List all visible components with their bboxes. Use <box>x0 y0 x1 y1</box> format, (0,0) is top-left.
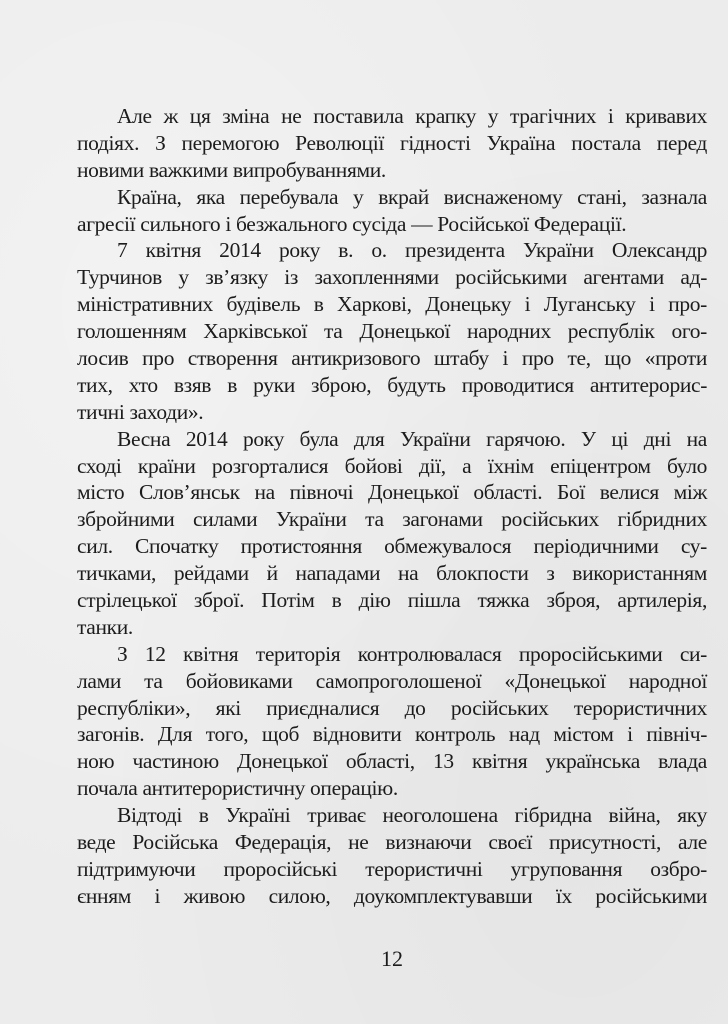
paragraph <box>77 103 707 184</box>
text-line: міністративних будівель в Харкові, Донецьку і Луганську і про- <box>77 292 707 317</box>
text-line: Відтоді в Україні триває неоголошена гібридна війна, яку <box>117 803 707 828</box>
text-line: Країна, яка перебувала у вкрай виснаженому стані, зазнала <box>117 184 707 209</box>
text-line: тих, хто взяв в руки зброю, будуть проводитися антитерорис- <box>77 372 707 397</box>
text-line: Турчинов у зв’язку із захопленнями російськими агентами ад- <box>77 265 707 290</box>
text-line: подіях. З перемогою Революції гідності Україна постала перед <box>77 130 707 155</box>
page-number: 12 <box>381 946 403 971</box>
text-line: тичні заходи». <box>77 399 204 424</box>
text-line: лами та бойовиками самопроголошеної «Донецької народної <box>77 668 707 693</box>
text-line: новими важкими випробуваннями. <box>77 157 386 182</box>
text-line: стрілецької зброї. Потім в дію пішла тяжка зброя, артилерія, <box>77 588 707 613</box>
text-line: голошенням Харківської та Донецької народних республік ого- <box>77 319 707 344</box>
text-line: підтримуючи проросійські терористичні угруповання озбро- <box>77 856 707 881</box>
text-line: сході країни розгорталися бойові дії, а їхнім епіцентром було <box>77 453 707 478</box>
paragraph <box>77 184 707 238</box>
text-line: сил. Спочатку протистояння обмежувалося періодичними су- <box>77 534 707 559</box>
text-line: лосив про створення антикризового штабу і про те, що «проти <box>77 346 707 371</box>
text-line: Але ж ця зміна не поставила крапку у трагічних і кривавих <box>117 104 707 128</box>
text-line: танки. <box>77 614 133 639</box>
text-line: З 12 квітня територія контролювалася проросійськими си- <box>117 641 707 666</box>
text-line: місто Слов’янськ на півночі Донецької області. Бої велися між <box>77 480 707 505</box>
body-text <box>77 103 707 910</box>
text-line: Весна 2014 року була для України гарячою. У ці дні на <box>117 426 707 451</box>
text-line: агресії сильного і безжального сусіда — Російської Федерації. <box>77 211 627 236</box>
text-line: загонів. Для того, щоб відновити контроль над містом і північ- <box>77 722 707 747</box>
paragraph <box>77 426 707 641</box>
text-line: єнням і живою силою, доукомплектувавши їх російськими <box>77 883 707 908</box>
paragraph <box>77 802 707 910</box>
text-line: тичками, рейдами й нападами на блокпости з використанням <box>77 561 707 586</box>
text-line: почала антитерористичну операцію. <box>77 776 398 801</box>
text-line: веде Російська Федерація, не визнаючи своєї присутності, але <box>77 830 707 855</box>
paragraph <box>77 237 707 425</box>
text-line: ною частиною Донецької області, 13 квітня українська влада <box>77 749 707 774</box>
text-line: 7 квітня 2014 року в. о. президента України Олександр <box>117 238 707 263</box>
text-line: збройними силами України та загонами російських гібридних <box>77 507 707 532</box>
text-line: республіки», які приєдналися до російських терористичних <box>77 695 707 720</box>
paragraph <box>77 641 707 802</box>
